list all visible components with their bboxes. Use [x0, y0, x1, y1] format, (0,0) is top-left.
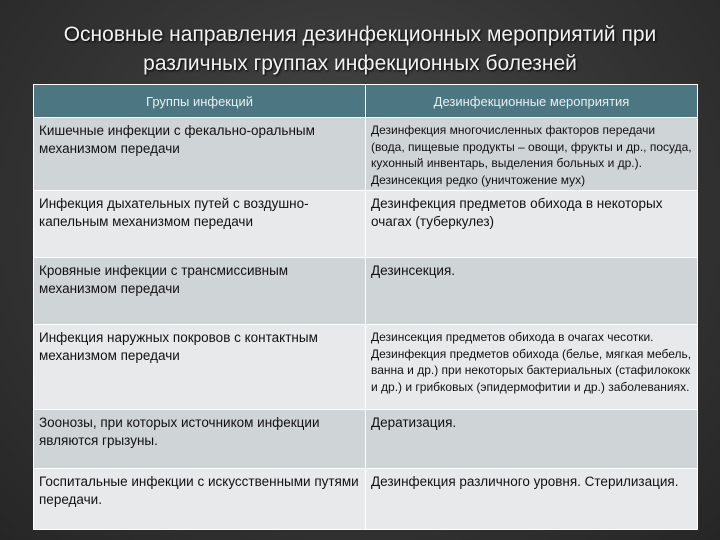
infection-group-cell: Госпитальные инфекции с искусственными путями передачи.	[34, 469, 366, 530]
table-row	[34, 258, 698, 325]
infection-group-cell: Кишечные инфекции с фекально-оральным механизмом передачи	[34, 118, 366, 191]
measures-cell: Дератизация.	[366, 410, 698, 469]
infection-group-cell: Зоонозы, при которых источником инфекции являются грызуны.	[34, 410, 366, 469]
header-infection-groups: Группы инфекций	[34, 85, 366, 118]
header-disinfection-measures: Дезинфекционные мероприятия	[366, 85, 698, 118]
infection-group-cell: Инфекция наружных покровов с контактным механизмом передачи	[34, 325, 366, 410]
table-header-row	[34, 85, 698, 118]
measures-cell: Дезинсекция предметов обихода в очагах чесотки. Дезинфекция предметов обихода (белье, мягкая мебель, ванна и др.) при некоторых бактериальных (стафилококк и др.) и грибковых (эпидермофитии и др.) заболеваниях.	[366, 325, 698, 410]
disinfection-table	[33, 84, 698, 530]
measures-cell: Дезинфекция предметов обихода в некоторых очагах (туберкулез)	[366, 191, 698, 258]
infection-group-cell: Кровяные инфекции с трансмиссивным механизмом передачи	[34, 258, 366, 325]
measures-cell: Дезинфекция многочисленных факторов передачи (вода, пищевые продукты – овощи, фрукты и др., посуда, кухонный инвентарь, выделения больных и др.). Дезинсекция редко (уничтожение мух)	[366, 118, 698, 191]
infection-group-cell: Инфекция дыхательных путей с воздушно-капельным механизмом передачи	[34, 191, 366, 258]
slide-title: Основные направления дезинфекционных мероприятий при различных группах инфекционных болезней	[63, 23, 657, 75]
measures-cell: Дезинфекция различного уровня. Стерилизация.	[366, 469, 698, 530]
table-row	[34, 191, 698, 258]
table-row	[34, 410, 698, 469]
table-row	[34, 469, 698, 530]
table-row	[34, 325, 698, 410]
measures-cell: Дезинсекция.	[366, 258, 698, 325]
table-row	[34, 118, 698, 191]
